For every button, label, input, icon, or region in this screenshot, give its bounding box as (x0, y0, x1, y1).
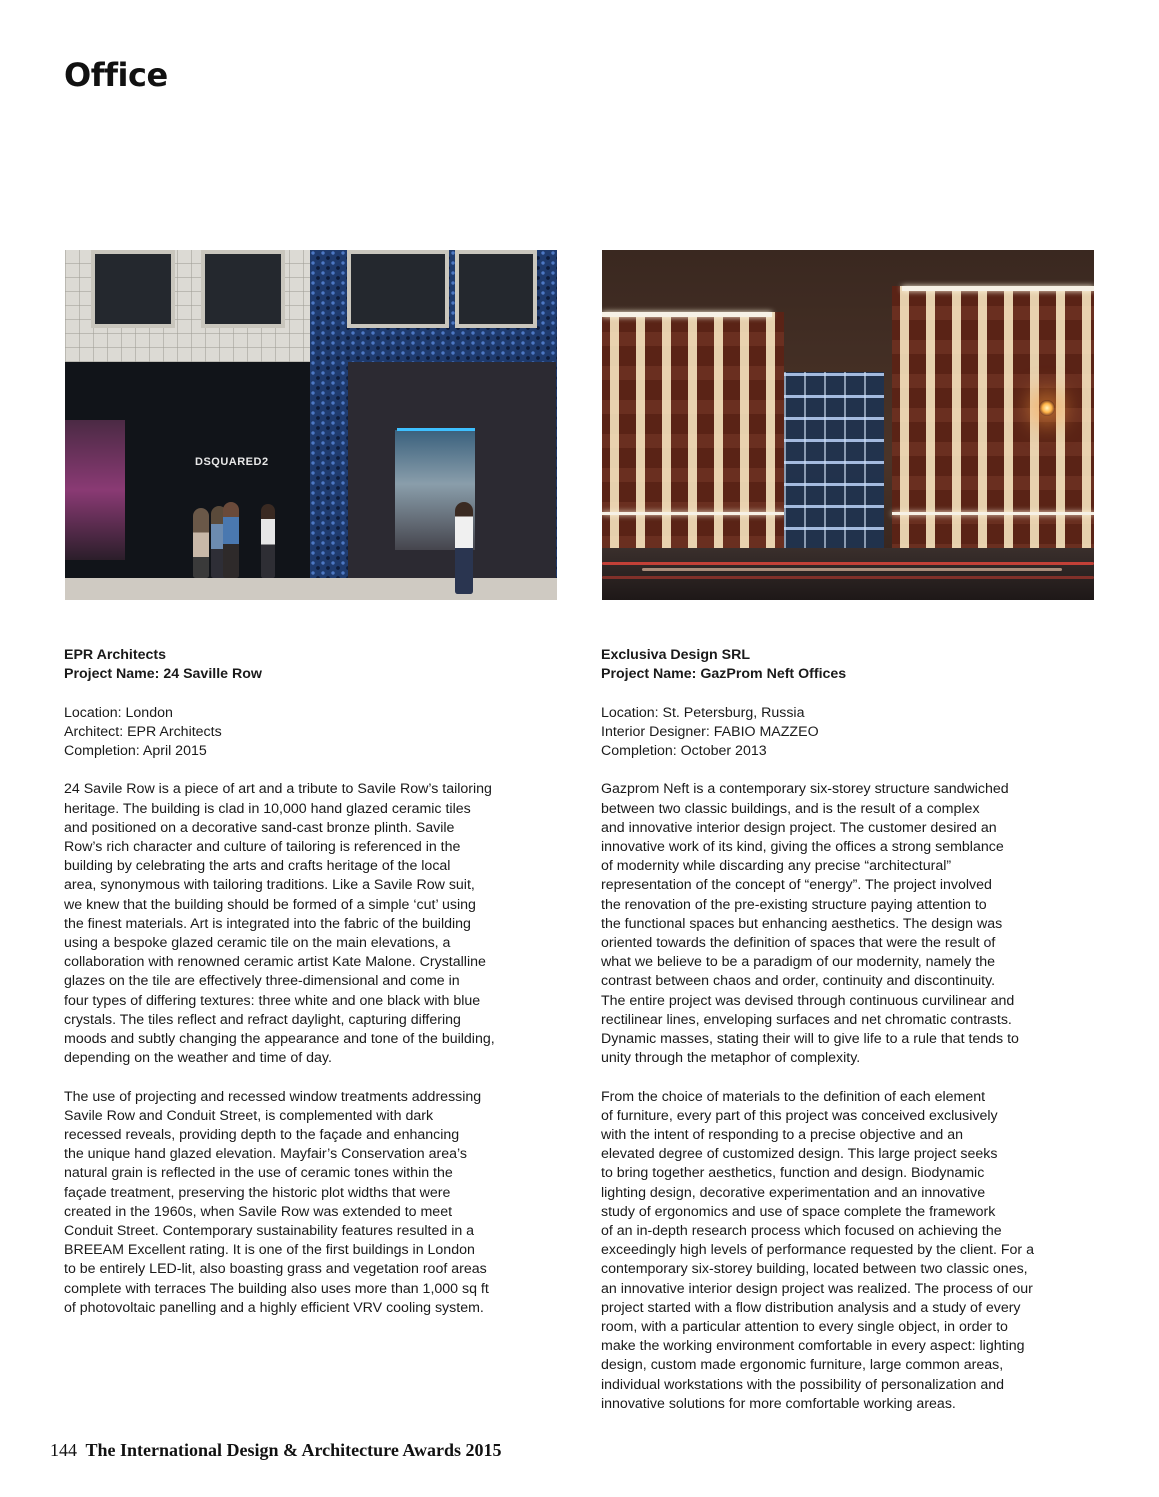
glass-atrium-frame (784, 372, 884, 552)
street (602, 548, 1094, 600)
description-paragraph: 24 Savile Row is a piece of art and a tribute to Savile Row’s tailoring heritage. The building is clad in 10,000 hand glazed ceramic tiles and positioned on a decorative sand-cast bronze plinth. Savile Row’s rich character and culture of tailoring is referenced in the building by celebrating the arts and crafts heritage of the local area, synonymous with tailoring traditions. Like a Savile Row suit, we knew that the building should be formed of a simple ‘cut’ using the finest materials. Art is integrated into the fabric of the building using a bespoke glazed ceramic tile on the main elevations, a collaboration with renowned ceramic artist Kate Malone. Crystalline glazes on the tile are effectively three-dimensional and come in four types of differing textures: three white and one black with blue crystals. The tiles reflect and refract daylight, capturing differing moods and subtly changing the appearance and tone of the building, depending on the weather and time of day. (64, 781, 495, 1067)
project-column-exclusiva (601, 250, 1094, 1412)
pedestrian (455, 502, 473, 594)
project-text-exclusiva (601, 646, 1101, 1414)
classic-building-left (602, 312, 784, 552)
detail-location: Location: London (64, 704, 173, 721)
description-paragraph: The use of projecting and recessed window treatments addressing Savile Row and Conduit Street, is complemented with dark recessed reveals, providing depth to the façade and enhancing the unique hand glazed elevation. Mayfair’s Conservation area’s natural grain is reflected in the use of ceramic tones within the façade treatment, preserving the historic plot widths that were created in the 1960s, when Savile Row was extended to meet Conduit Street. Contemporary sustainability features resulted in a BREEAM Excellent rating. It is one of the first buildings in London to be entirely LED-lit, also boasting grass and vegetation roof areas complete with terraces The building also uses more than 1,000 sq ft of photovoltaic panelling and a highly efficient VRV cooling system. (64, 1088, 489, 1316)
street-lamp (1039, 400, 1055, 416)
detail-interior-designer: Interior Designer: FABIO MAZZEO (601, 723, 819, 740)
light-trail (602, 562, 1094, 565)
neon-strip (397, 428, 475, 431)
cornice-lighting (892, 512, 1094, 515)
photo-24-savile-row (65, 250, 557, 600)
project-column-epr (64, 250, 557, 1316)
project-text-epr (64, 646, 564, 1318)
pavement (65, 578, 557, 600)
publication-title: The International Design & Architecture Awards 2015 (85, 1440, 502, 1460)
upper-window (201, 250, 285, 328)
mannequin-display (65, 420, 125, 560)
upper-window (91, 250, 175, 328)
upper-window (347, 250, 449, 328)
project-name: Project Name: GazProm Neft Offices (601, 666, 847, 683)
pedestrian (193, 508, 209, 578)
description-paragraph: From the choice of materials to the definition of each element of furniture, every part of this project was conceived exclusively with the intent of responding to a precise objective and an elevated degree of customized design. This large project seeks to bring together aesthetics, function and design. Biodynamic lighting design, decorative experimentation and an innovative study of ergonomics and use of space complete the framework of an in-depth research process which focused on achieving the exceedingly high levels of performance requested by the client. For a contemporary six-storey building, located between two classic ones, an innovative interior design project was realized. The process of our project started with a flow distribution analysis and a study of every room, with a particular attention to every single object, in order to make the working environment comfortable in every aspect: lighting design, custom made ergonomic furniture, large common areas, individual workstations with the possibility of personalization and innovative solutions for more comfortable working areas. (601, 1088, 1034, 1412)
light-trail (642, 568, 1062, 571)
cornice-lighting (902, 286, 1094, 291)
page-footer (50, 1440, 502, 1461)
photo-gazprom-neft-offices (602, 250, 1094, 600)
cornice-lighting (602, 512, 784, 515)
cornice-lighting (602, 312, 772, 317)
pedestrian (261, 504, 275, 578)
upper-window (455, 250, 537, 328)
description-paragraph: Gazprom Neft is a contemporary six-storey structure sandwiched between two classic buildings, and is the result of a complex and innovative interior design project. The customer desired an innovative work of its kind, giving the offices a strong semblance of modernity while discarding any precise “architectural” representation of the concept of “energy”. The project involved the renovation of the pre-existing structure paying attention to the functional spaces but enhancing aesthetics. The design was oriented towards the definition of spaces that were the result of what we believe to be a paradigm of our modernity, namely the contrast between chaos and order, continuity and discontinuity. The entire project was devised through continuous curvilinear and rectilinear lines, enveloping surfaces and net chromatic contrasts. Dynamic masses, stating their will to give life to a rule that tends to unity through the metaphor of complexity. (601, 781, 1019, 1067)
detail-completion: Completion: October 2013 (601, 743, 767, 759)
firm-name: Exclusiva Design SRL (601, 647, 751, 663)
pedestrian (223, 502, 239, 578)
detail-location: Location: St. Petersburg, Russia (601, 704, 805, 721)
detail-architect: Architect: EPR Architects (64, 723, 222, 740)
project-name: Project Name: 24 Saville Row (64, 666, 262, 683)
detail-completion: Completion: April 2015 (64, 743, 207, 759)
firm-name: EPR Architects (64, 647, 166, 663)
light-trail (602, 576, 1094, 579)
section-title: Office (64, 56, 168, 94)
page-number: 144 (50, 1440, 77, 1460)
shop-sign: DSQUARED2 (195, 456, 269, 468)
